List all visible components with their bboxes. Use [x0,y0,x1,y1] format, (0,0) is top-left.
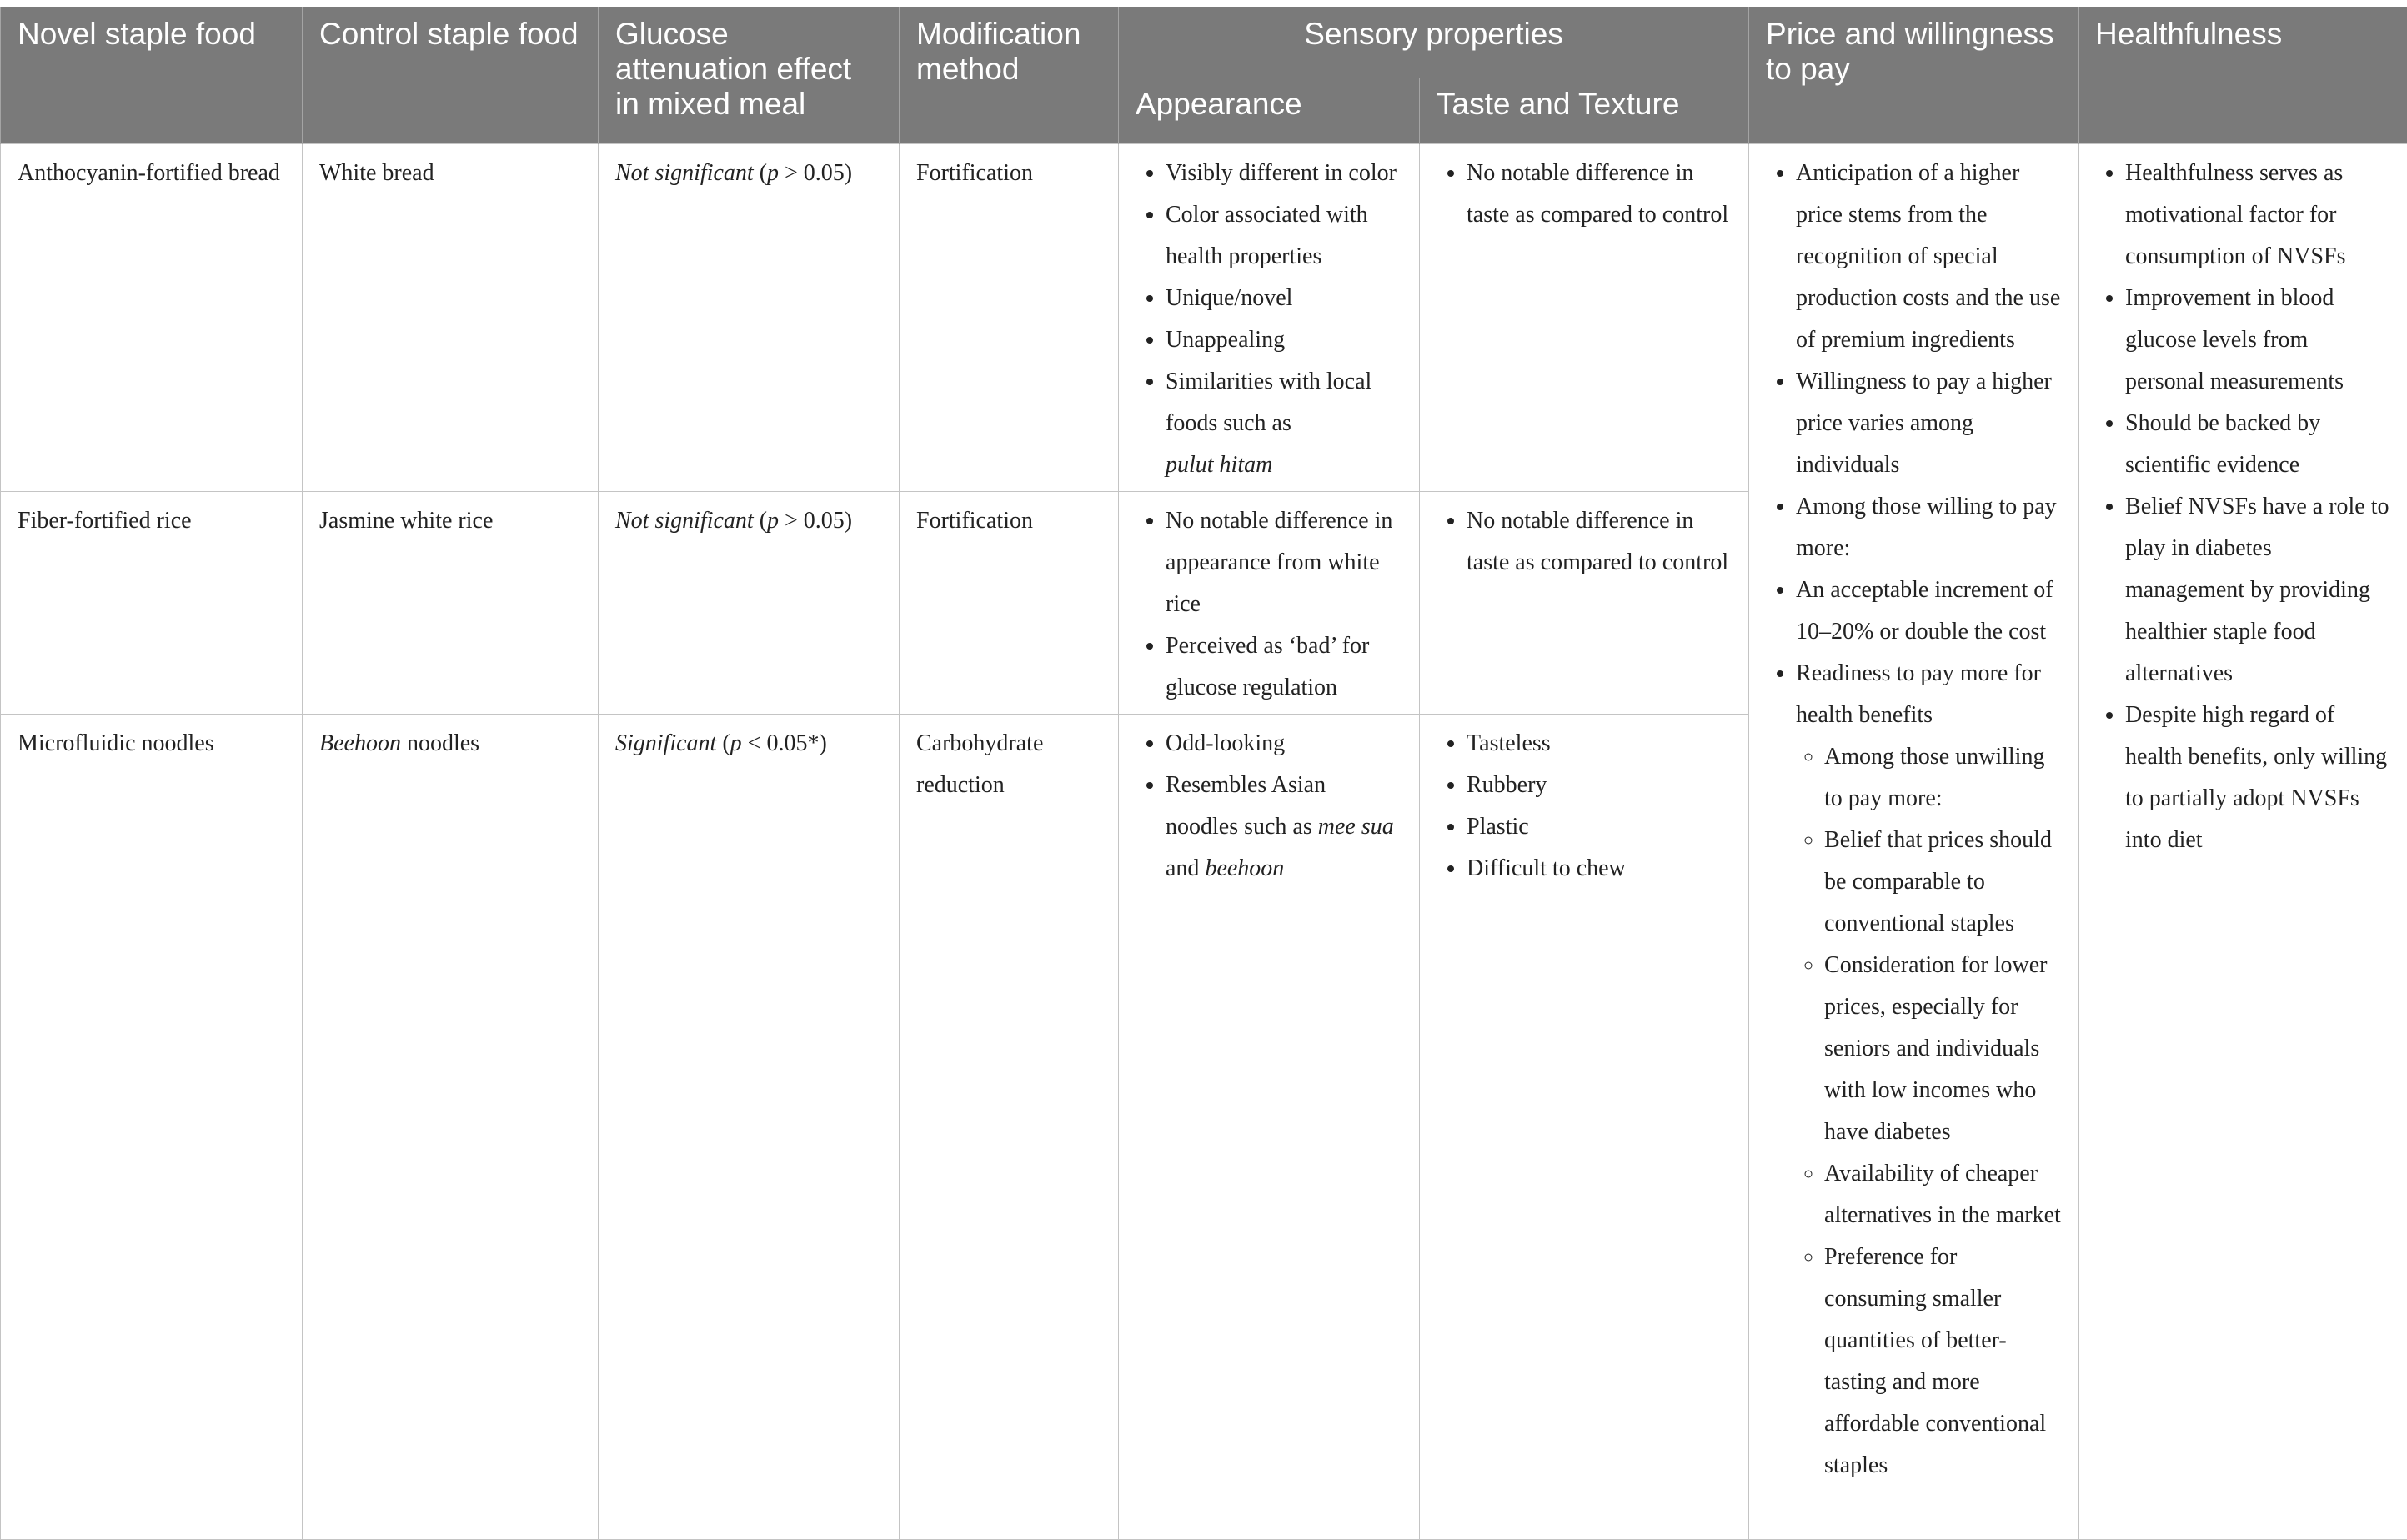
header-novel-staple-food: Novel staple food [1,7,303,144]
list-item: • Plastic [1467,806,1732,848]
list-item: • Despite high regard of health benefits, only willing to partially adopt NVSFs into diet [2125,695,2390,861]
cell-appearance [1119,144,1420,492]
cell-novel-food: Microfluidic noodles [1,715,303,1540]
glucose-label: Not significant [615,508,754,534]
cell-healthfulness [2079,144,2407,1540]
glucose-label: Significant [615,730,716,756]
cell-novel-food: Fiber-fortified rice [1,492,303,715]
list-item: • Difficult to chew [1467,848,1732,890]
header-appearance: Appearance [1119,78,1420,144]
list-item: • Color associated with health properties [1166,194,1402,278]
appearance-list [1136,500,1402,709]
header-glucose-attenuation: Glucose attenuation effect in mixed meal [599,7,900,144]
list-item-italic: mee sua [1318,814,1394,840]
header-price-willingness: Price and willingness to pay [1749,7,2079,144]
cell-novel-food: Anthocyanin-fortified bread [1,144,303,492]
list-item: • Visibly different in color [1166,153,1402,194]
list-item: ◦ Consideration for lower prices, especially for seniors and individuals with low incomes who have diabetes [1824,945,2061,1153]
list-item: • Tasteless [1467,723,1732,765]
list-item: ◦ Belief that prices should be comparable to conventional staples [1824,820,2061,945]
cell-taste-texture [1420,492,1749,715]
cell-glucose-effect: Not significant (p > 0.05) [599,144,900,492]
table-body [1,144,2407,1540]
list-item: • Healthfulness serves as motivational factor for consumption of NVSFs [2125,153,2390,278]
header-healthfulness: Healthfulness [2079,7,2407,144]
cell-glucose-effect: Significant (p < 0.05*) [599,715,900,1540]
list-item: • Odd-looking [1166,723,1402,765]
list-item [1166,765,1402,890]
list-item: • Belief NVSFs have a role to play in diabetes management by providing healthier staple food alternatives [2125,486,2390,695]
list-item: • No notable difference in appearance from white rice [1166,500,1402,625]
list-item [1166,361,1402,486]
list-item: • Rubbery [1467,765,1732,806]
list-item-italic: pulut hitam [1166,452,1272,478]
cell-modification: Fortification [900,492,1119,715]
list-item [1796,653,2061,1487]
list-item: ◦ Availability of cheaper alternatives in the market [1824,1153,2061,1237]
glucose-label: Not significant [615,160,754,186]
table-row [1,144,2407,492]
list-item-text: and [1166,855,1205,881]
cell-taste-texture [1420,144,1749,492]
list-item: • Willingness to pay a higher price varies among individuals [1796,361,2061,486]
header-row-1 [1,7,2407,78]
cell-control-food: Jasmine white rice [303,492,599,715]
cell-price-willingness [1749,144,2079,1540]
health-list [2095,153,2390,861]
header-sensory-properties: Sensory properties [1119,7,1749,78]
cell-control-food: White bread [303,144,599,492]
p-symbol: p [767,508,779,534]
list-item: ◦ Among those unwilling to pay more: [1824,736,2061,820]
cell-modification: Carbohydrate reduction [900,715,1119,1540]
list-item: • Unappealing [1166,319,1402,361]
control-food-rest: noodles [401,730,479,756]
list-item-text: Similarities with local foods such as [1166,369,1371,436]
header-modification-method: Modification method [900,7,1119,144]
header-control-staple-food: Control staple food [303,7,599,144]
control-food-italic: Beehoon [319,730,401,756]
list-item-italic: beehoon [1205,855,1284,881]
price-list [1766,153,2061,1487]
taste-list [1437,500,1732,584]
results-table-wrapper [0,7,2407,1540]
taste-list [1437,723,1732,890]
list-item-text: Resembles Asian noodles such as [1166,772,1326,840]
cell-appearance [1119,715,1420,1540]
list-item: ◦ Preference for consuming smaller quantities of better-tasting and more affordable conventional staples [1824,1237,2061,1487]
cell-modification: Fortification [900,144,1119,492]
p-value: > 0.05) [779,508,852,534]
cell-control-food [303,715,599,1540]
header-taste-texture: Taste and Texture [1420,78,1749,144]
cell-appearance [1119,492,1420,715]
list-item: • No notable difference in taste as compared to control [1467,500,1732,584]
list-item: • Unique/novel [1166,278,1402,319]
taste-list [1437,153,1732,236]
list-item: • An acceptable increment of 10–20% or double the cost [1796,569,2061,653]
list-item: • Anticipation of a higher price stems from the recognition of special production costs and the use of premium ingredients [1796,153,2061,361]
p-symbol: p [767,160,779,186]
cell-glucose-effect: Not significant (p > 0.05) [599,492,900,715]
price-nested-list [1796,736,2061,1487]
list-item: • Improvement in blood glucose levels from personal measurements [2125,278,2390,403]
results-table [0,7,2407,1540]
p-value: < 0.05*) [742,730,827,756]
list-item: • No notable difference in taste as compared to control [1467,153,1732,236]
list-item: • Among those willing to pay more: [1796,486,2061,569]
list-item-text: Readiness to pay more for health benefits [1796,660,2041,728]
appearance-list [1136,723,1402,890]
cell-taste-texture [1420,715,1749,1540]
table-header [1,7,2407,144]
list-item: • Should be backed by scientific evidence [2125,403,2390,486]
p-value: > 0.05) [779,160,852,186]
p-symbol: p [730,730,742,756]
appearance-list [1136,153,1402,486]
list-item: • Perceived as ‘bad’ for glucose regulation [1166,625,1402,709]
